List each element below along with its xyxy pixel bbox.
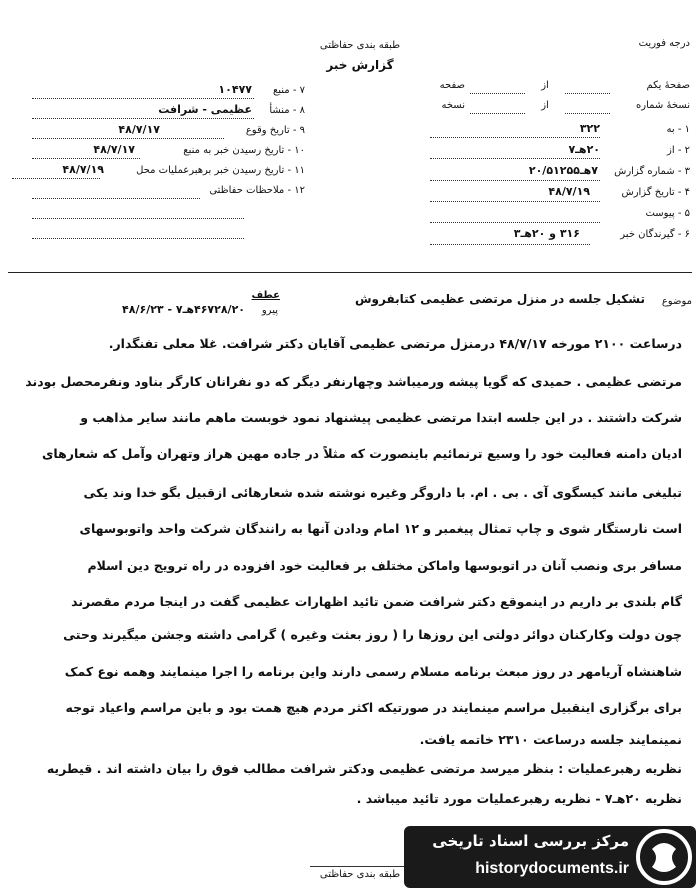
- body-line: نظریه ۲۰هـ۷ - نظریه رهبرعملیات مورد تائید میباشد .: [356, 791, 682, 806]
- event-date-value: ۴۸/۷/۱۷: [118, 123, 160, 136]
- body-line: نمینمایند جلسه درساعت ۲۳۱۰ خاتمه یافت.: [419, 732, 682, 747]
- body-line: شاهنشاه آریامهر در روز مبعث برنامه مسلام رسمی دارند واین برنامه را اجرا مینمایند وهمه نوع کمک: [64, 664, 682, 679]
- body-line: مسافر بری ونصب آنان در اتوبوسها واماکن مختلف بر فعالیت خود افزوده در راه ترویج دین اسلام: [87, 558, 682, 573]
- watermark-url: historydocuments.ir: [475, 860, 629, 877]
- report-number-value: ۷هـ۲۰/۵۱۲۵۵: [528, 164, 598, 177]
- copy-unit: نسخه: [441, 100, 465, 111]
- recipients-value: ۳۱۶ و ۲۰هـ۳: [513, 227, 580, 240]
- ops-receipt-value: ۴۸/۷/۱۹: [62, 163, 104, 176]
- report-title: گزارش خبر: [326, 58, 394, 72]
- report-number-label: ۳ - شماره گزارش: [614, 166, 690, 177]
- from-value: ۲۰هـ۷: [568, 143, 600, 156]
- body-line: تبلیغی مانند کیسگوی آی . بی . ام. با داروگر وغیره نوشته شده شعارهائی ازقبیل بگو خدا وند یکی: [83, 485, 682, 500]
- event-date-label: ۹ - تاریخ وقوع: [245, 125, 305, 136]
- body-line: درساعت ۲۱۰۰ مورخه ۴۸/۷/۱۷ درمنزل مرتضی عظیمی آقایان دکتر شرافت. غلا معلی تفنگدار.: [108, 336, 682, 351]
- body-line: مرتضی عظیمی . حمیدی که گویا پیشه ورمیباشد وچهارنفر دیگر که دو نفرانان کارگر بناود ونفرمحصل بودند: [25, 374, 682, 389]
- to-label: ۱ - به: [666, 124, 690, 135]
- from-label: ۲ - از: [667, 145, 690, 156]
- page-unit: صفحه: [439, 80, 465, 91]
- watermark-logo: [404, 826, 696, 888]
- body-line: شرکت داشتند . در این جلسه ابتدا مرتضی عظیمی پیشنهاد نمود خوبست ماهم مانند سایر مذاهب و: [80, 410, 682, 425]
- body-line: چون دولت وکارکنان دوائر دولتی این روزها را ( روز بعثت وغیره ) گرامی داشته وجشن میگیرند وحتی: [63, 627, 682, 642]
- copy-of: از: [541, 100, 549, 111]
- ops-receipt-label: ۱۱ - تاریخ رسیدن خبر برهبرعملیات محل: [136, 165, 305, 176]
- origin-label: ۸ - منشأ: [269, 105, 305, 116]
- watermark-title: مرکز بررسی اسناد تاریخی: [432, 832, 629, 850]
- classification-top: طبقه بندی حفاظتی: [319, 40, 401, 51]
- archive-emblem-icon: [634, 827, 694, 887]
- reference-value: ۴۶۷۲۸/۲۰هـ۷ - ۴۸/۶/۲۳: [122, 303, 245, 316]
- attachment-label: ۵ - پیوست: [645, 208, 690, 219]
- source-receipt-value: ۴۸/۷/۱۷: [93, 143, 135, 156]
- subject-text: تشکیل جلسه در منزل مرتضی عظیمی کتابفروش: [354, 292, 645, 306]
- header-divider: [8, 272, 692, 273]
- subject-label: موضوع: [661, 296, 692, 307]
- report-date-value: ۴۸/۷/۱۹: [548, 185, 590, 198]
- body-line: نظریه رهبرعملیات : بنظر میرسد مرتضی عظیمی ودکتر شرافت مطالب فوق را بیان داشته اند . قیطریه: [46, 761, 682, 776]
- page-label: صفحهٔ یکم: [646, 80, 690, 91]
- source-label: ۷ - منبع: [272, 85, 305, 96]
- reference-sub: پیرو: [261, 305, 278, 316]
- reference-label: عطف: [251, 290, 280, 301]
- recipients-label: ۶ - گیرندگان خبر: [620, 229, 690, 240]
- priority-label: درجه فوریت: [638, 38, 690, 49]
- report-date-label: ۴ - تاریخ گزارش: [621, 187, 690, 198]
- origin-value: عظیمی - شرافت: [158, 103, 252, 116]
- body-line: ادیان دامنه فعالیت خود را وسیع ترنمائیم باینصورت که مثلاً در جاده مهین هراز وتهران وآمل که شعارهای: [41, 446, 682, 461]
- body-line: برای برگزاری اینقبیل مراسم مینمایند در صورتیکه اکثر مردم هیچ همت بود و باین مراسم واعیاد توجه: [65, 700, 682, 715]
- body-line: است نارستگار شوی و چاپ تمثال پیغمبر و ۱۲ امام ودادن آنها به رانندگان شرکت واحد واتوبوسهای: [79, 521, 682, 536]
- to-value: ۳۲۲: [579, 122, 600, 135]
- body-line: گام بلندی بر داریم در اینموقع دکتر شرافت ضمن تائید اظهارات عظیمی گفت در اینجا مردم مقصرند: [71, 594, 682, 609]
- copy-label: نسخهٔ شماره: [636, 100, 690, 111]
- source-value: ۱۰۴۷۷: [218, 83, 252, 96]
- security-notes-label: ۱۲ - ملاحظات حفاظتی: [209, 185, 305, 196]
- page-of: از: [541, 80, 549, 91]
- source-receipt-label: ۱۰ - تاریخ رسیدن خبر به منبع: [183, 145, 305, 156]
- classification-bottom: طبقه بندی حفاظتی: [310, 866, 410, 880]
